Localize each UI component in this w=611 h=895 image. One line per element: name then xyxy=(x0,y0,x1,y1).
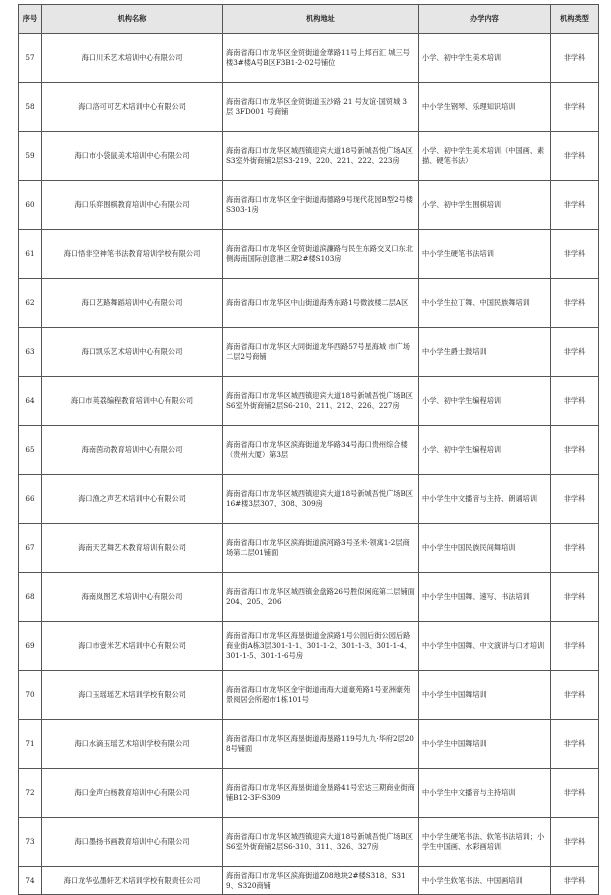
institution-type: 非学科 xyxy=(551,769,599,818)
institution-address: 海南省海口市龙华区城西镇迎宾大道18号新城吾悦广场A区S3室外街商铺2层S3-219、220、221、222、223房 xyxy=(223,132,419,181)
table-row xyxy=(19,573,599,622)
course-content: 小学、初中学生美术培训（中国画、素描、硬笔书法） xyxy=(419,132,551,181)
course-content: 中小学生中国舞、速写、书法培训 xyxy=(419,573,551,622)
course-content: 中小学生硬笔书法、软笔书法培训；小学生中国画、水彩画培训 xyxy=(419,818,551,867)
institution-type: 非学科 xyxy=(551,524,599,573)
row-number: 68 xyxy=(19,573,42,622)
institution-name: 海口乐弈围棋教育培训中心有限公司 xyxy=(42,181,223,230)
course-content: 中小学生中国舞、中文演讲与口才培训 xyxy=(419,622,551,671)
course-content: 中小学生中国舞培训 xyxy=(419,720,551,769)
institution-name: 海口墨扬书画教育培训中心有限公司 xyxy=(42,818,223,867)
course-content: 小学、初中学生编程培训 xyxy=(419,426,551,475)
table-row xyxy=(19,524,599,573)
institution-address: 海南省海口市龙华区城西镇金盘路26号胜似闲庭第二层铺面204、205、206 xyxy=(223,573,419,622)
course-content: 中小学生软笔书法、中国画培训 xyxy=(419,867,551,895)
row-number: 66 xyxy=(19,475,42,524)
institution-address: 海南省海口市龙华区滨海街道龙华路34号海口贵州综合楼（贵州大厦）第3层 xyxy=(223,426,419,475)
course-content: 中小学生钢琴、乐理知识培训 xyxy=(419,83,551,132)
header-institution-type: 机构类型 xyxy=(551,5,599,34)
row-number: 72 xyxy=(19,769,42,818)
institution-name: 海南天艺舞艺术教育培训有限公司 xyxy=(42,524,223,573)
institution-name: 海口市壹米艺术培训中心有限公司 xyxy=(42,622,223,671)
table-row xyxy=(19,622,599,671)
institution-name: 海口凯乐艺术培训中心有限公司 xyxy=(42,328,223,377)
institution-address: 海南省海口市龙华区城西镇迎宾大道18号新城吾悦广场B区S6室外街商铺2层S6-310、311、326、327房 xyxy=(223,818,419,867)
table-row xyxy=(19,181,599,230)
course-content: 中小学生爵士鼓培训 xyxy=(419,328,551,377)
table-row xyxy=(19,426,599,475)
institution-type: 非学科 xyxy=(551,720,599,769)
row-number: 65 xyxy=(19,426,42,475)
institution-table xyxy=(18,4,599,895)
header-institution-address: 机构地址 xyxy=(223,5,419,34)
institution-address: 海南省海口市龙华区滨海街道Z08地块2#楼S318、S319、S320商铺 xyxy=(223,867,419,895)
institution-type: 非学科 xyxy=(551,818,599,867)
row-number: 60 xyxy=(19,181,42,230)
row-number: 67 xyxy=(19,524,42,573)
institution-address: 海南省海口市龙华区金宇街道海德路9号现代花园B型2号楼S303-1房 xyxy=(223,181,419,230)
institution-name: 海南茵动教育培训中心有限公司 xyxy=(42,426,223,475)
institution-address: 海南省海口市龙华区海垦街道金垦路41号宏达三期商业街商铺B12-3F-S309 xyxy=(223,769,419,818)
course-content: 中小学生中国民族民间舞培训 xyxy=(419,524,551,573)
row-number: 69 xyxy=(19,622,42,671)
table-row xyxy=(19,230,599,279)
institution-name: 海南岚图艺术培训中心有限公司 xyxy=(42,573,223,622)
table-row xyxy=(19,769,599,818)
institution-address: 海南省海口市龙华区城西镇迎宾大道18号新城吾悦广场B区16#楼3层307、308、309房 xyxy=(223,475,419,524)
institution-address: 海南省海口市龙华区中山街道海秀东路1号微波楼二层A区 xyxy=(223,279,419,328)
institution-type: 非学科 xyxy=(551,279,599,328)
institution-name: 海口川禾艺术培训中心有限公司 xyxy=(42,34,223,83)
row-number: 64 xyxy=(19,377,42,426)
institution-type: 非学科 xyxy=(551,230,599,279)
table-row xyxy=(19,83,599,132)
institution-name: 海口渔之声艺术培训中心有限公司 xyxy=(42,475,223,524)
institution-address: 海南省海口市龙华区海垦街道海垦路119号九九·华府2层208号铺面 xyxy=(223,720,419,769)
course-content: 小学、初中学生围棋培训 xyxy=(419,181,551,230)
institution-type: 非学科 xyxy=(551,475,599,524)
institution-name: 海口龙华弘墨轩艺术培训学校有限责任公司 xyxy=(42,867,223,895)
institution-name: 海口玉瑶瑶艺术培训学校有限公司 xyxy=(42,671,223,720)
institution-address: 海南省海口市龙华区金贸街道滨濂路与民生东路交叉口东北侧海南国际创意港二期2#楼S103房 xyxy=(223,230,419,279)
table-row xyxy=(19,132,599,181)
table-row xyxy=(19,720,599,769)
institution-type: 非学科 xyxy=(551,377,599,426)
row-number: 63 xyxy=(19,328,42,377)
institution-type: 非学科 xyxy=(551,132,599,181)
row-number: 74 xyxy=(19,867,42,895)
institution-type: 非学科 xyxy=(551,867,599,895)
table-row xyxy=(19,867,599,895)
course-content: 中小学生中文播音与主持培训 xyxy=(419,769,551,818)
row-number: 58 xyxy=(19,83,42,132)
institution-type: 非学科 xyxy=(551,181,599,230)
institution-address: 海南省海口市龙华区海垦街道金滨路1号公园后街公园后路商业街A栋3层301-1-1、301-1-2、301-1-3、301-1-4、301-1-5、301-1-6号房 xyxy=(223,622,419,671)
table-row xyxy=(19,377,599,426)
table-row xyxy=(19,279,599,328)
course-content: 中小学生中国舞培训 xyxy=(419,671,551,720)
course-content: 中小学生硬笔书法培训 xyxy=(419,230,551,279)
institution-address: 海南省海口市龙华区金宇街道南海大道豪苑路1号亚洲豪苑景阅居会所超市1栋101号 xyxy=(223,671,419,720)
institution-name: 海口市小袋鼠美术培训中心有限公司 xyxy=(42,132,223,181)
course-content: 小学、初中学生编程培训 xyxy=(419,377,551,426)
table-row xyxy=(19,818,599,867)
institution-name: 海口悟非空神笔书法教育培训学校有限公司 xyxy=(42,230,223,279)
institution-name: 海口市英荔编程教育培训中心有限公司 xyxy=(42,377,223,426)
header-institution-name: 机构名称 xyxy=(42,5,223,34)
institution-address: 海南省海口市龙华区金贸街道金華路11号上邦百汇 城三号楼3#楼A号B区F3B1-2-02号铺位 xyxy=(223,34,419,83)
table-header-row xyxy=(19,5,599,34)
institution-type: 非学科 xyxy=(551,426,599,475)
row-number: 70 xyxy=(19,671,42,720)
row-number: 61 xyxy=(19,230,42,279)
institution-address: 海南省海口市龙华区滨海街道滨河路3号圣米·领寓1-2层商场第二层01铺面 xyxy=(223,524,419,573)
institution-type: 非学科 xyxy=(551,573,599,622)
row-number: 57 xyxy=(19,34,42,83)
row-number: 73 xyxy=(19,818,42,867)
institution-type: 非学科 xyxy=(551,34,599,83)
institution-name: 海口艺路舞蹈培训中心有限公司 xyxy=(42,279,223,328)
course-content: 小学、初中学生美术培训 xyxy=(419,34,551,83)
institution-type: 非学科 xyxy=(551,83,599,132)
table-row xyxy=(19,671,599,720)
header-course-content: 办学内容 xyxy=(419,5,551,34)
institution-address: 海南省海口市龙华区大同街道龙华西路57号星海城 市广场二层2号商铺 xyxy=(223,328,419,377)
institution-name: 海口金声白杨教育培训中心有限公司 xyxy=(42,769,223,818)
institution-type: 非学科 xyxy=(551,671,599,720)
institution-name: 海口洛可可艺术培训中心有限公司 xyxy=(42,83,223,132)
institution-type: 非学科 xyxy=(551,328,599,377)
table-row xyxy=(19,475,599,524)
document-page xyxy=(18,4,598,895)
row-number: 59 xyxy=(19,132,42,181)
institution-name: 海口水滴玉瑶艺术培训学校有限公司 xyxy=(42,720,223,769)
row-number: 71 xyxy=(19,720,42,769)
row-number: 62 xyxy=(19,279,42,328)
institution-address: 海南省海口市龙华区城西镇迎宾大道18号新城吾悦广场B区S6室外街商铺2层S6-210、211、212、226、227房 xyxy=(223,377,419,426)
institution-type: 非学科 xyxy=(551,622,599,671)
table-row xyxy=(19,34,599,83)
table-row xyxy=(19,328,599,377)
course-content: 中小学生拉丁舞、中国民族舞培训 xyxy=(419,279,551,328)
institution-address: 海南省海口市龙华区金贸街道玉沙路 21 号友谊·国贸城 3 层 3FD001 号商铺 xyxy=(223,83,419,132)
header-number: 序号 xyxy=(19,5,42,34)
course-content: 中小学生中文播音与主持、朗诵培训 xyxy=(419,475,551,524)
